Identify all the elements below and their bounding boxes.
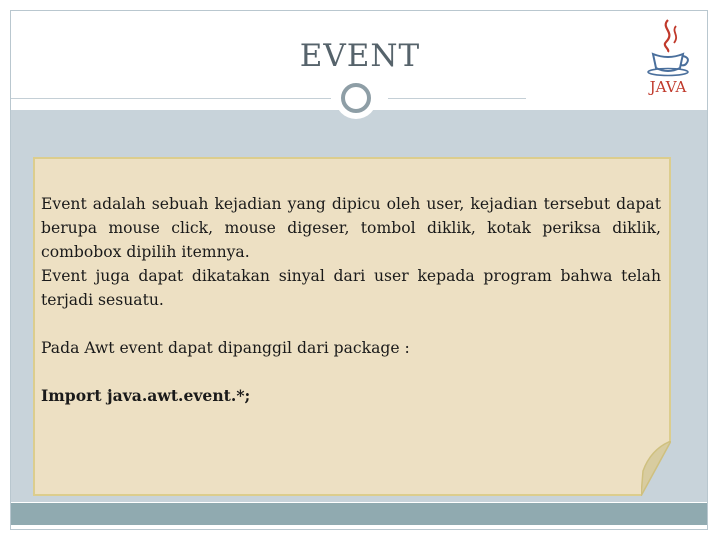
java-logo (638, 16, 698, 98)
footer-bar (11, 503, 707, 525)
paragraph-signal: Event juga dapat dikatakan sinyal dari user kepada program bahwa telah terjadi sesuatu. (41, 267, 661, 309)
title-rule-right (388, 98, 526, 99)
note-content (41, 192, 661, 408)
java-logo-text: JAVA (649, 78, 687, 96)
paragraph-package: Pada Awt event dapat dipanggil dari package : (41, 339, 410, 357)
paragraph-definition: Event adalah sebuah kejadian yang dipicu oleh user, kejadian tersebut dapat berupa mouse click, mouse digeser, tombol diklik, kotak periksa diklik, combobox dipilih itemnya. (41, 195, 661, 261)
page-curl-icon (641, 441, 671, 496)
slide-title: EVENT (299, 38, 421, 74)
title-rule-left (11, 98, 331, 99)
import-statement: Import java.awt.event.*; (41, 386, 251, 405)
circle-ring-icon (341, 83, 371, 113)
java-coffee-cup-icon (638, 16, 698, 98)
